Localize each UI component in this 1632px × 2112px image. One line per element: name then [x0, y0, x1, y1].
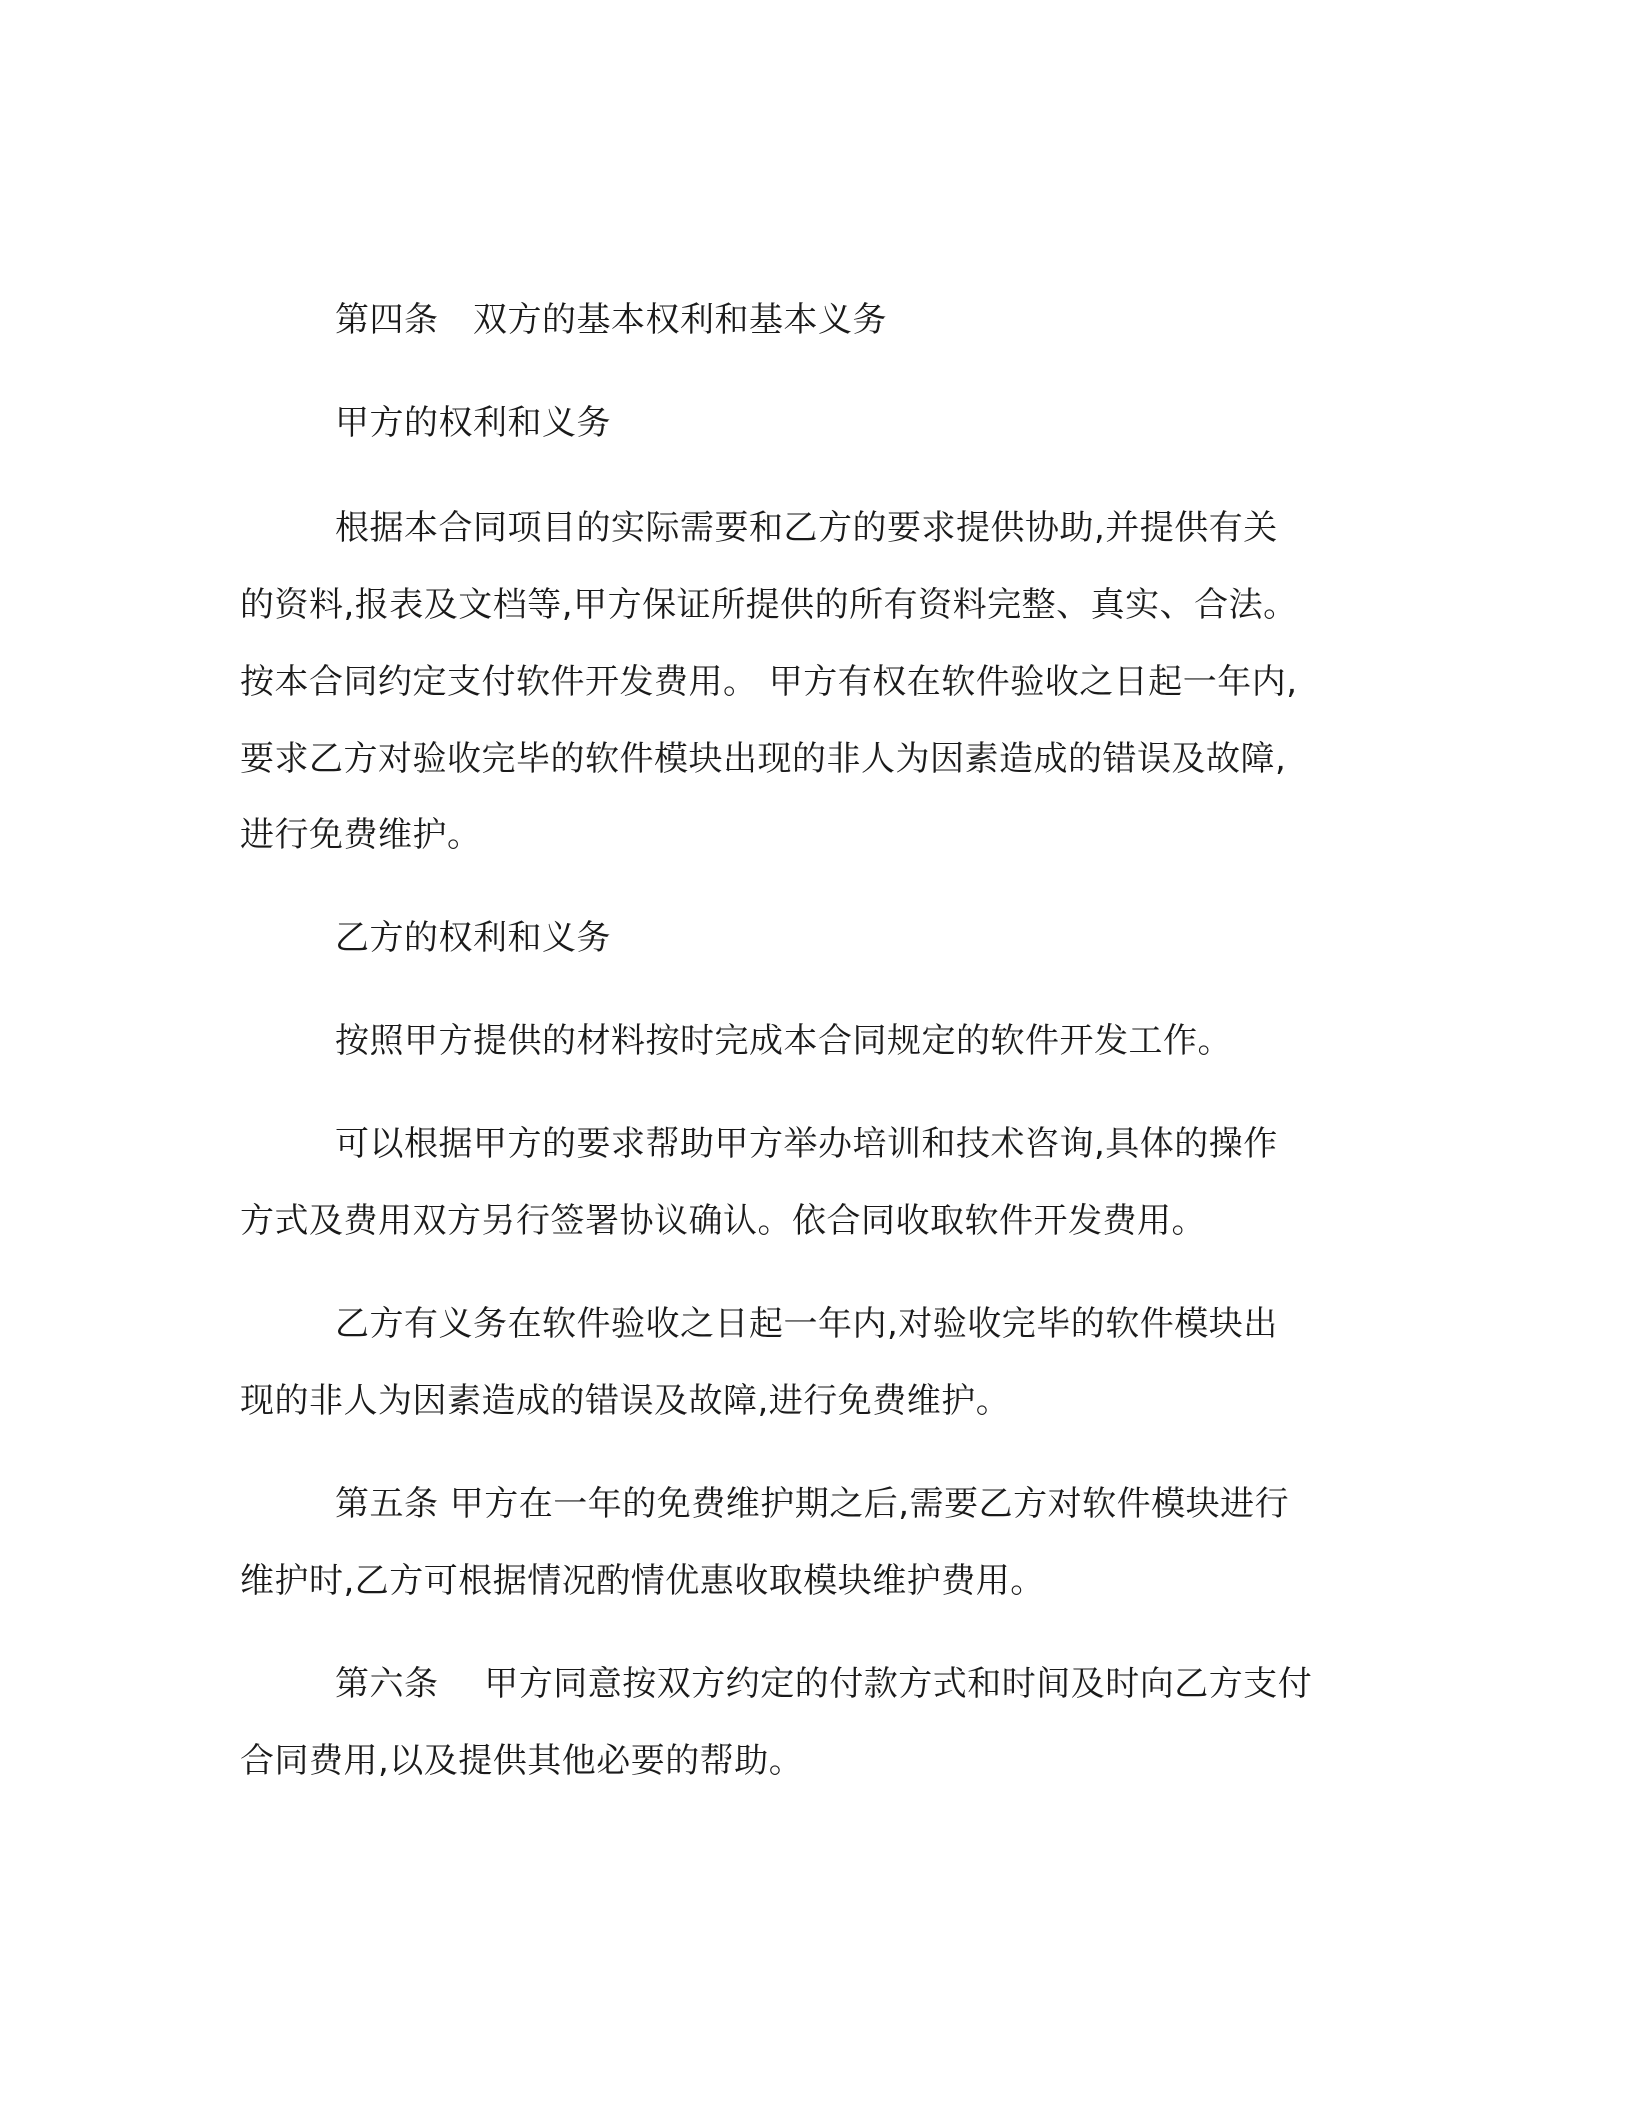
partyA-para-line-1: 根据本合同项目的实际需要和乙方的要求提供协助,并提供有关 [335, 508, 1278, 548]
partyB-para3-line-1: 乙方有义务在软件验收之日起一年内,对验收完毕的软件模块出 [335, 1304, 1278, 1344]
article6-line-2: 合同费用,以及提供其他必要的帮助。 [240, 1741, 804, 1781]
partyB-para1-line-1: 按照甲方提供的材料按时完成本合同规定的软件开发工作。 [335, 1021, 1232, 1061]
partyA-heading: 甲方的权利和义务 [335, 403, 611, 443]
partyA-para-line-3: 按本合同约定支付软件开发费用。 甲方有权在软件验收之日起一年内, [240, 662, 1298, 702]
partyB-para2-line-2: 方式及费用双方另行签署协议确认。依合同收取软件开发费用。 [240, 1201, 1206, 1241]
partyA-para-line-5: 进行免费维护。 [240, 815, 482, 855]
partyA-para-line-2: 的资料,报表及文档等,甲方保证所提供的所有资料完整、真实、合法。 [240, 585, 1298, 625]
partyB-para2-line-1: 可以根据甲方的要求帮助甲方举办培训和技术咨询,具体的操作 [335, 1124, 1278, 1164]
partyA-para-line-4: 要求乙方对验收完毕的软件模块出现的非人为因素造成的错误及故障, [240, 739, 1287, 779]
article5-line-2: 维护时,乙方可根据情况酌情优惠收取模块维护费用。 [240, 1561, 1045, 1601]
partyB-heading: 乙方的权利和义务 [335, 918, 611, 958]
article4-heading: 第四条 双方的基本权利和基本义务 [335, 300, 887, 340]
article6-line-1: 第六条 甲方同意按双方约定的付款方式和时间及时向乙方支付 [335, 1664, 1313, 1704]
article5-line-1: 第五条 甲方在一年的免费维护期之后,需要乙方对软件模块进行 [335, 1484, 1290, 1524]
partyB-para3-line-2: 现的非人为因素造成的错误及故障,进行免费维护。 [240, 1381, 1011, 1421]
